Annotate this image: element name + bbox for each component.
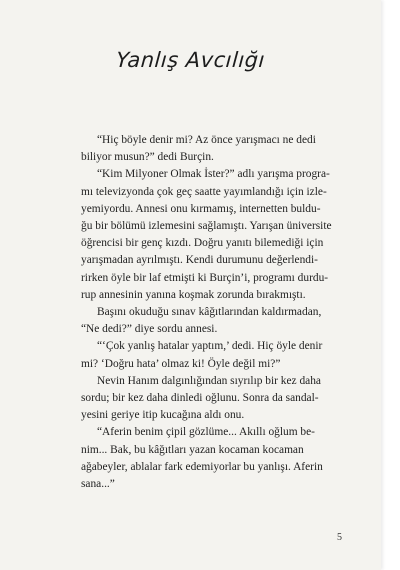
- text-line: rirken öyle bir laf etmişti ki Burçin’i, programı durdu-: [81, 271, 329, 284]
- text-line: mı televizyonda çok geç saatte yayımlandığı için izle-: [81, 185, 327, 198]
- text-line: Nevin Hanım dalgınlığından sıyrılıp bir kez daha: [97, 374, 321, 387]
- text-line: “‘Çok yanlış hatalar yaptım,’ dedi. Hiç öyle denir: [97, 340, 323, 353]
- page-number: 5: [337, 532, 342, 543]
- paragraph-1: [65, 132, 345, 166]
- text-line: nim... Bak, bu kâğıtları yazan kocaman kocaman: [81, 443, 304, 456]
- text-line: sana...”: [81, 478, 115, 491]
- text-line: “Ne dedi?” diye sordu annesi.: [81, 323, 218, 336]
- text-line: öğrencisi bir genç kızdı. Doğru yanıtı bilemediği için: [81, 237, 324, 250]
- text-line: “Kim Milyoner Olmak İster?” adlı yarışma progra-: [97, 168, 330, 181]
- text-line: yesini geriye itip kucağına aldı onu.: [81, 409, 245, 422]
- paragraph-2: [65, 166, 345, 304]
- text-line: rup annesinin yanına koşmak zorunda bırakmıştı.: [81, 288, 306, 301]
- text-line: yemiyordu. Annesi onu kırmamış, internetten buldu-: [81, 202, 321, 215]
- text-line: ağabeyler, ablalar fark edemiyorlar bu yanlışı. Aferin: [81, 460, 323, 473]
- text-line: “Aferin benim çipil gözlüme... Akıllı oğlum be-: [97, 426, 315, 439]
- text-line: sordu; bir kez daha dinledi oğlunu. Sonra da sandal-: [81, 392, 319, 405]
- paragraph-3: [65, 304, 345, 338]
- text-line: ğu bir bölümü izlemesini sağlamıştı. Yarışan üniversite: [81, 220, 332, 233]
- text-line: yarışmadan ayrılmıştı. Kendi durumunu değerlendi-: [81, 254, 318, 267]
- text-line: “Hiç böyle denir mi? Az önce yarışmacı ne dedi: [97, 134, 316, 146]
- text-line: Başını okuduğu sınav kâğıtlarından kaldırmadan,: [97, 306, 322, 319]
- paragraph-5: [65, 373, 345, 425]
- chapter-title: Yanlış Avcılığı: [115, 48, 266, 72]
- text-line: mi? ‘Doğru hata’ olmaz ki! Öyle değil mi?”: [81, 357, 281, 370]
- body-text: [65, 132, 345, 493]
- paragraph-6: [65, 424, 345, 493]
- text-line: biliyor musun?” dedi Burçin.: [81, 151, 214, 164]
- paragraph-4: [65, 338, 345, 372]
